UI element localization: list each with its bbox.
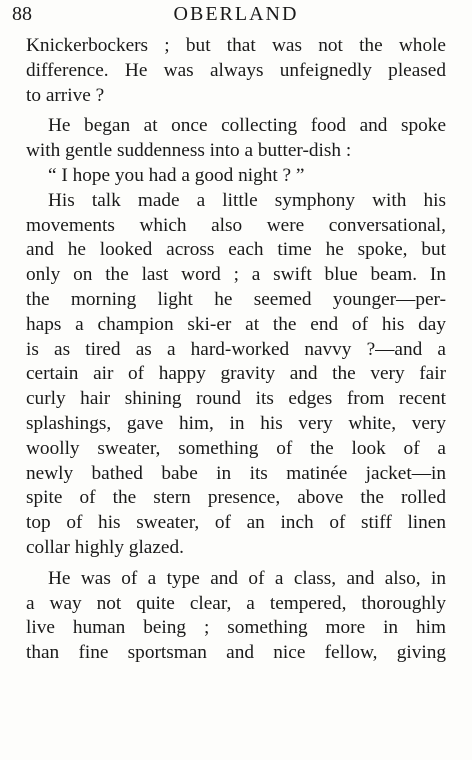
text-line: splashings, gave him, in his very white, very (26, 412, 446, 434)
text-line: woolly sweater, something of the look of a (26, 437, 446, 459)
paragraph (26, 114, 446, 164)
text-line: than fine sportsman and nice fellow, giving (26, 642, 446, 664)
text-line: with gentle suddenness into a butter-dish : (26, 140, 352, 162)
paragraph (26, 567, 446, 666)
text-line: certain air of happy gravity and the very fair (26, 363, 446, 385)
text-line: He began at once collecting food and spoke (48, 115, 446, 137)
text-line: Knickerbockers ; but that was not the whole (26, 35, 446, 56)
text-line: His talk made a little symphony with his (48, 189, 446, 211)
text-line: “ I hope you had a good night ? ” (48, 164, 305, 186)
text-line: top of his sweater, of an inch of stiff linen (26, 512, 446, 534)
body-text (26, 34, 446, 666)
text-line: haps a champion ski-er at the end of his day (26, 313, 446, 335)
paragraph (26, 34, 446, 108)
text-line: He was of a type and of a class, and also, in (48, 567, 446, 589)
text-line: curly hair shining round its edges from recent (26, 388, 446, 410)
text-line: difference. He was always unfeignedly pleased (26, 59, 446, 81)
paragraph (26, 164, 446, 189)
text-line: collar highly glazed. (26, 536, 184, 558)
text-line: newly bathed babe in its matinée jacket—in (26, 462, 446, 484)
text-line: the morning light he seemed younger—per- (26, 288, 446, 310)
running-title: OBERLAND (173, 3, 299, 25)
text-line: spite of the stern presence, above the rolled (26, 487, 446, 509)
text-line: only on the last word ; a swift blue beam. In (26, 264, 446, 286)
text-line: live human being ; something more in him (26, 617, 446, 639)
text-line: to arrive ? (26, 84, 105, 106)
page-number: 88 (12, 3, 32, 25)
text-line: is as tired as a hard-worked navvy ?—and a (26, 338, 446, 360)
text-line: and he looked across each time he spoke, but (26, 239, 446, 261)
text-line: a way not quite clear, a tempered, thoroughly (26, 592, 446, 614)
paragraph (26, 189, 446, 561)
text-line: movements which also were conversational, (26, 214, 446, 236)
page-header (0, 0, 472, 30)
